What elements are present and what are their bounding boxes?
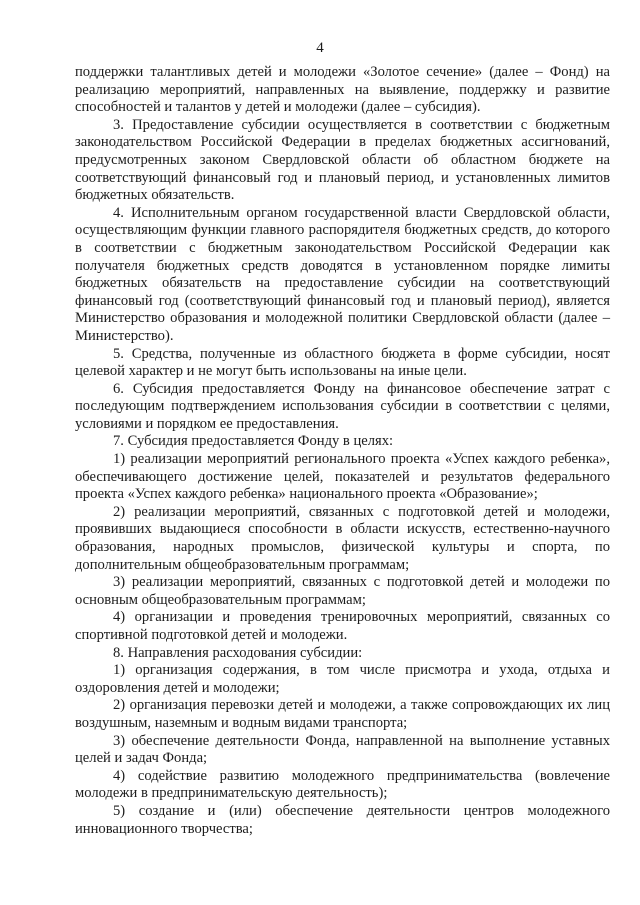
page-number: 4 <box>316 40 324 56</box>
document-body <box>75 64 610 838</box>
paragraph-item-8-5: 5) создание и (или) обеспечение деятельности центров молодежного инновационного творчества; <box>75 802 610 837</box>
paragraph-item-6: 6. Субсидия предоставляется Фонду на финансовое обеспечение затрат с последующим подтверждением использования субсидии в соответствии с целями, условиями и порядком ее предоставления. <box>75 380 610 432</box>
paragraph-item-8-1: 1) организация содержания, в том числе присмотра и ухода, отдыха и оздоровления детей и молодежи; <box>75 662 610 696</box>
paragraph-item-7-3: 3) реализации мероприятий, связанных с подготовкой детей и молодежи по основным общеобразовательным программам; <box>75 574 610 608</box>
paragraph-item-7-2: 2) реализации мероприятий, связанных с подготовкой детей и молодежи, проявивших выдающиеся способности в области искусств, естественно-научного образования, народных промыслов, физической культуры и спорта, по дополнительным общеобразовательным программам; <box>75 503 610 573</box>
paragraph-item-8-heading: 8. Направления расходования субсидии: <box>113 644 363 661</box>
paragraph-item-8-3: 3) обеспечение деятельности Фонда, направленной на выполнение уставных целей и задач Фонда; <box>75 732 610 767</box>
paragraph-item-3: 3. Предоставление субсидии осуществляется в соответствии с бюджетным законодательством Российской Федерации в пределах бюджетных ассигнований, предусмотренных законом Свердловской области об областном бюджете на соответствующий финансовый год и плановый период, и установленных лимитов бюджетных обязательств. <box>75 116 610 204</box>
paragraph-item-5: 5. Средства, полученные из областного бюджета в форме субсидии, носят целевой характер и не могут быть использованы на иные цели. <box>75 345 610 380</box>
paragraph-item-7-4: 4) организации и проведения тренировочных мероприятий, связанных со спортивной подготовкой детей и молодежи. <box>75 609 610 643</box>
paragraph-item-4: 4. Исполнительным органом государственной власти Свердловской области, осуществляющим функции главного распорядителя бюджетных средств, до которого в соответствии с бюджетным законодательством Российской Федерации как получателя бюджетных средств доводятся в установленном порядке лимиты бюджетных обязательств на предоставление субсидии на соответствующий финансовый год (соответствующий финансовый год и плановый период), является Министерство образования и молодежной политики Свердловской области (далее – Министерство). <box>75 204 610 344</box>
paragraph-item-7-heading: 7. Субсидия предоставляется Фонду в целях: <box>113 433 394 450</box>
paragraph-continuation: поддержки талантливых детей и молодежи «Золотое сечение» (далее – Фонд) на реализацию мероприятий, направленных на выявление, поддержку и развитие способностей и талантов у детей и молодежи (далее – субсидия). <box>75 64 610 116</box>
paragraph-item-8-2: 2) организация перевозки детей и молодежи, а также сопровождающих их лиц воздушным, наземным и водным видами транспорта; <box>75 697 610 731</box>
paragraph-item-7-1: 1) реализации мероприятий регионального проекта «Успех каждого ребенка», обеспечивающего достижение целей, показателей и результатов федерального проекта «Успех каждого ребенка» национального проекта «Образование»; <box>75 451 610 503</box>
paragraph-item-8-4: 4) содействие развитию молодежного предпринимательства (вовлечение молодежи в предпринимательскую деятельность); <box>75 767 610 802</box>
